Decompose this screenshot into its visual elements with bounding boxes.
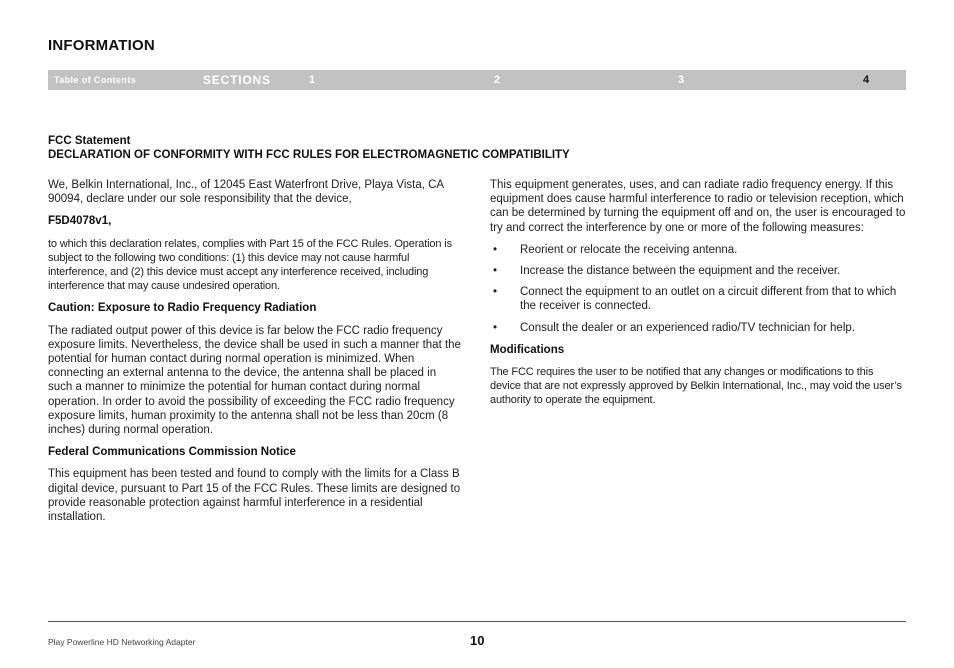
modifications-text: The FCC requires the user to be notified that any changes or modifications to this device that are not expressly approved by Belkin International, Inc., may void the user’s authority to operate the equipment. bbox=[490, 366, 902, 407]
bullet-icon: • bbox=[493, 265, 498, 278]
model-number: F5D4078v1, bbox=[48, 215, 112, 228]
measure-text: Consult the dealer or an experienced radio/TV technician for help. bbox=[520, 321, 855, 334]
fcc-statement-heading: FCC Statement bbox=[48, 135, 131, 147]
section-1-link[interactable]: 1 bbox=[309, 74, 316, 86]
footer-product-name: Play Powerline HD Networking Adapter bbox=[48, 637, 196, 647]
list-item bbox=[490, 285, 906, 313]
compliance-text: to which this declaration relates, complies with Part 15 of the FCC Rules. Operation is subject to the following two conditions: (1) this device may not cause harmful interference, and (2) this device must accept any interference received, including interference that may cause undesired operation. bbox=[48, 237, 452, 293]
declaration-heading: DECLARATION OF CONFORMITY WITH FCC RULES FOR ELECTROMAGNETIC COMPATIBILITY bbox=[48, 149, 570, 161]
fcc-notice-text: This equipment has been tested and found to comply with the limits for a Class B digital device, pursuant to Part 15 of the FCC Rules. These limits are designed to provide reasonable protection against harmful interference in a residential installation. bbox=[48, 468, 461, 524]
list-item bbox=[490, 264, 906, 278]
bullet-icon: • bbox=[493, 286, 498, 299]
measures-list bbox=[490, 243, 906, 335]
measure-text: Increase the distance between the equipment and the receiver. bbox=[520, 265, 841, 278]
fcc-heading-block bbox=[48, 134, 908, 162]
measure-text: Connect the equipment to an outlet on a circuit different from that to which the receiver is connected. bbox=[520, 286, 897, 313]
page-number: 10 bbox=[470, 633, 485, 648]
table-of-contents-link[interactable]: Table of Contents bbox=[54, 75, 137, 85]
section-3-link[interactable]: 3 bbox=[678, 74, 685, 86]
caution-heading: Caution: Exposure to Radio Frequency Radiation bbox=[48, 302, 317, 315]
footer-divider bbox=[48, 621, 906, 622]
left-column bbox=[48, 178, 463, 532]
sections-label: SECTIONS bbox=[203, 73, 271, 87]
right-column bbox=[490, 178, 906, 416]
declaration-intro: We, Belkin International, Inc., of 12045 East Waterfront Drive, Playa Vista, CA 90094, declare under our sole responsibility that the device, bbox=[48, 179, 444, 206]
list-item bbox=[490, 321, 906, 335]
measure-text: Reorient or relocate the receiving antenna. bbox=[520, 243, 738, 256]
caution-text: The radiated output power of this device is far below the FCC radio frequency exposure limits. Nevertheless, the device shall be used in such a manner that the potential for human contact during normal operation is minimized. When connecting an external antenna to the device, the antenna shall be placed in such a manner to minimize the potential for human contact during normal operation. In order to avoid the possibility of exceeding the FCC radio frequency exposure limits, human proximity to the antenna shall not be less than 20cm (8 inches) during normal operation. bbox=[48, 324, 461, 437]
bullet-icon: • bbox=[493, 321, 498, 334]
modifications-heading: Modifications bbox=[490, 343, 565, 356]
section-2-link[interactable]: 2 bbox=[494, 74, 501, 86]
bullet-icon: • bbox=[493, 243, 498, 256]
interference-intro: This equipment generates, uses, and can radiate radio frequency energy. If this equipment does cause harmful interference to radio or television reception, which can be determined by turning the equipment off and on, the user is encouraged to try and correct the interference by one or more of the following measures: bbox=[490, 179, 906, 234]
section-4-link[interactable]: 4 bbox=[863, 74, 870, 86]
section-navigation-bar bbox=[48, 70, 906, 90]
section-title: INFORMATION bbox=[48, 37, 155, 54]
fcc-notice-heading: Federal Communications Commission Notice bbox=[48, 446, 296, 459]
list-item bbox=[490, 243, 906, 257]
